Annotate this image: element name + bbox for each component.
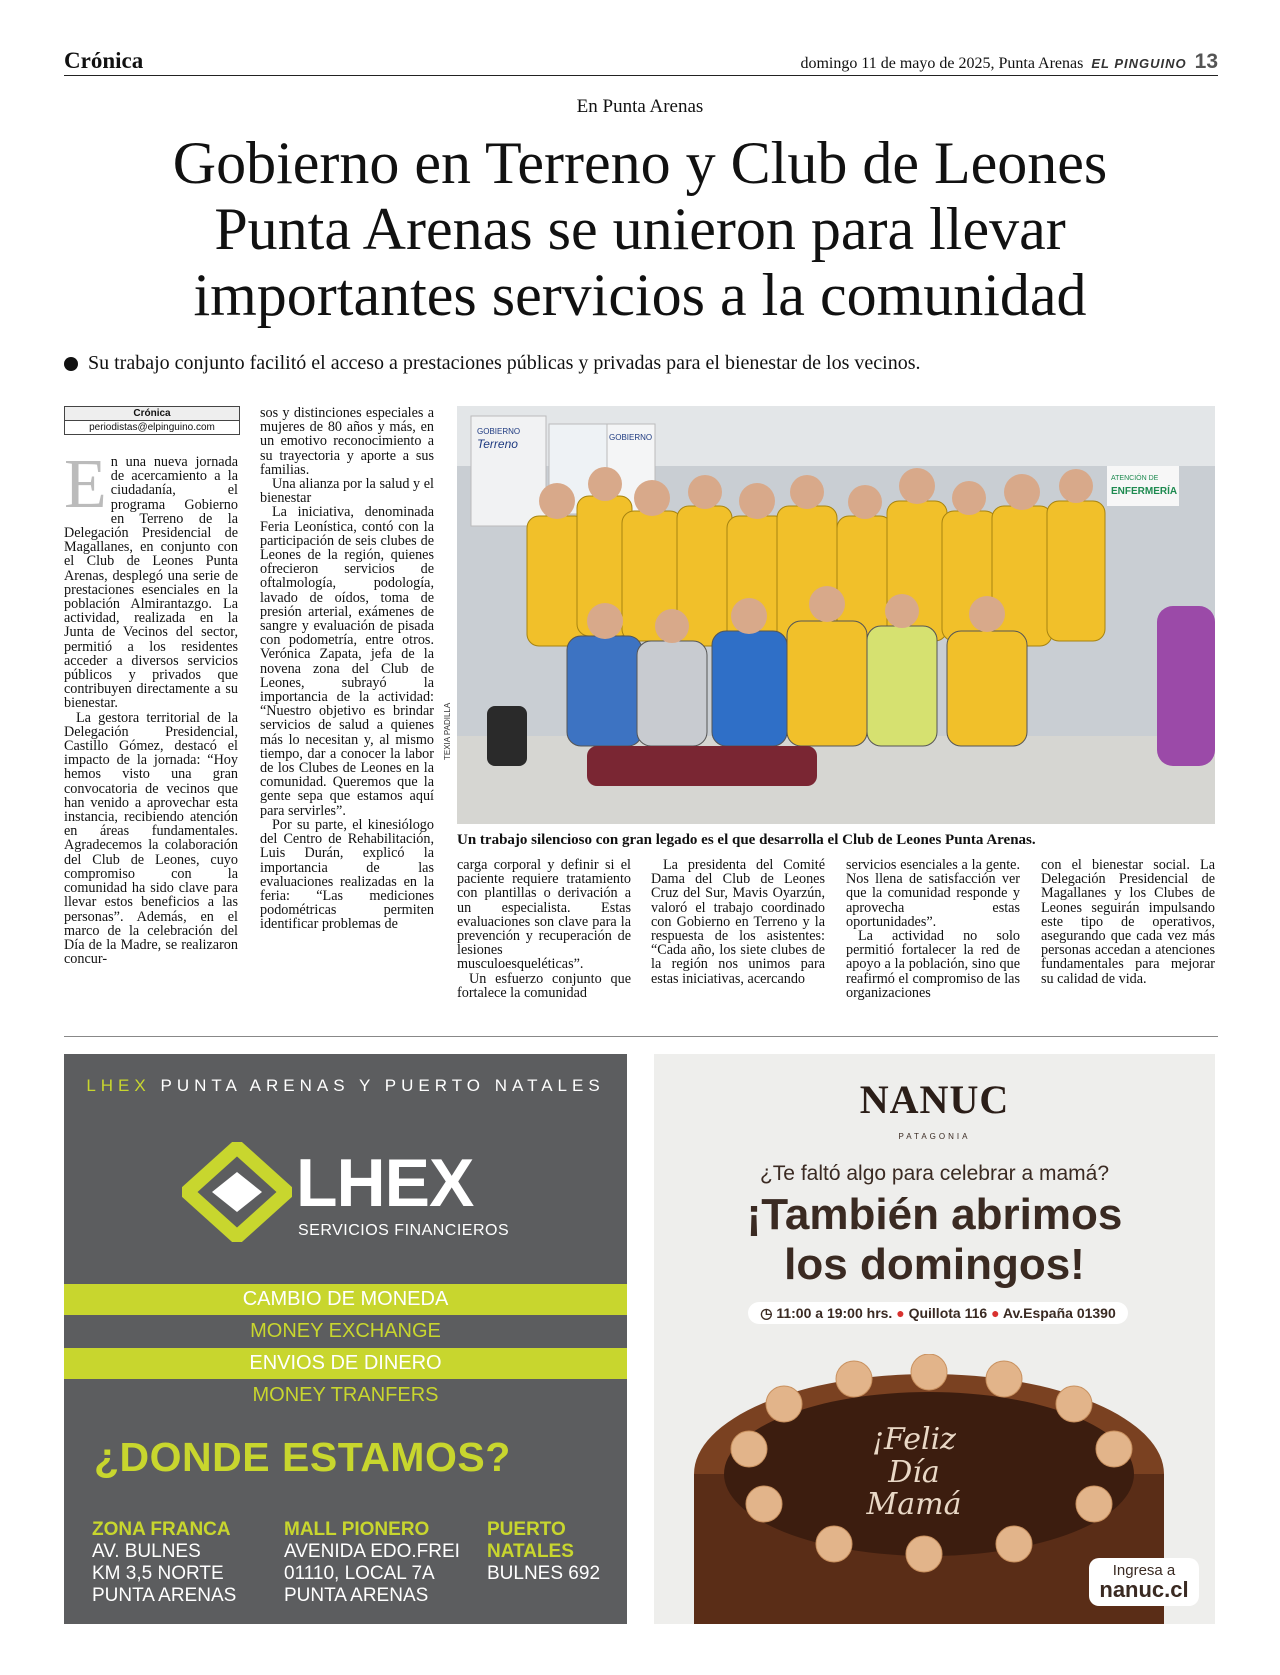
nanuc-address-1: Quillota 116 bbox=[908, 1305, 988, 1321]
headline-line-3: importantes servicios a la comunidad bbox=[193, 262, 1087, 328]
header-rule bbox=[64, 75, 1218, 76]
nanuc-logo: NANUC bbox=[859, 1077, 1010, 1122]
lhex-band-1: CAMBIO DE MONEDA bbox=[64, 1284, 627, 1315]
group-photo-illustration bbox=[457, 406, 1215, 824]
photo-caption: Un trabajo silencioso con gran legado es el que desarrolla el Club de Leones Punta Arenas. bbox=[457, 832, 1036, 848]
pin-icon: ● bbox=[991, 1305, 1000, 1321]
article-paragraph: carga corporal y definir si el paciente requiere tratamiento con plantillas o derivación a un especialista. Estas evaluaciones son clave para la prevención y recuperación de lesiones musculoesqueléticas”. bbox=[457, 857, 631, 973]
article-paragraph: La presidenta del Comité Dama del Club de Leones Cruz del Sur, Mavis Oyarzún, valoró el trabajo coordinado con Gobierno en Terreno y la respuesta de los asistentes: “Cada año, los siete clubes de la región nos unimos para estas iniciativas, acercando bbox=[651, 857, 825, 987]
lhex-tagline: LHEX PUNTA ARENAS Y PUERTO NATALES bbox=[86, 1076, 605, 1095]
article-column-4 bbox=[651, 858, 825, 986]
article-paragraph: sos y distinciones especiales a mujeres de 80 años y más, en un emotivo reconocimiento a su trayectoria y aporte a sus familias. bbox=[260, 405, 434, 478]
article-column-3 bbox=[457, 858, 631, 1000]
newspaper-brand: EL PINGUINO bbox=[1091, 56, 1187, 71]
photo-credit: TEXIA PADILLA bbox=[443, 702, 452, 760]
article-paragraph: Por su parte, el kinesiólogo del Centro de Rehabilitación, Luis Durán, explicó la importancia de las evaluaciones realizadas en la feria: “Las mediciones podométricas permiten identificar problemas de bbox=[260, 816, 434, 933]
nanuc-advertisement[interactable] bbox=[654, 1054, 1215, 1624]
article-column-2 bbox=[260, 406, 434, 932]
pin-icon: ● bbox=[896, 1305, 905, 1321]
kicker: En Punta Arenas bbox=[576, 96, 704, 117]
sign-text-3: GOBIERNO bbox=[609, 433, 653, 442]
subheading: Una alianza por la salud y el bienestar bbox=[260, 476, 434, 507]
cake-text-1: ¡Feliz bbox=[872, 1422, 956, 1457]
sign-text-1: GOBIERNO bbox=[477, 427, 521, 436]
lhex-logo-sub: SERVICIOS FINANCIEROS bbox=[298, 1222, 510, 1239]
byline-box bbox=[64, 406, 240, 435]
headline-line-2: Punta Arenas se unieron para llevar bbox=[214, 196, 1066, 262]
byline-title: Crónica bbox=[65, 407, 239, 421]
article-column-6 bbox=[1041, 858, 1215, 986]
article-paragraph: En una nueva jornada de acercamiento a la ciudadanía, el programa Gobierno en Terreno de la Delegación Presidencial de Magallanes, en conjunto con el Club de Leones Punta Arenas, desplegó una serie de prestaciones esenciales en la población Almirantazgo. La actividad, realizada en la Junta de Vecinos del sector, permitió a los residentes acceder a diversos servicios públicos y privados que contribuyen directamente a su bienestar. bbox=[64, 446, 238, 712]
lhex-logo-name: LHEX bbox=[296, 1145, 474, 1221]
bullet-icon bbox=[64, 357, 78, 371]
nanuc-headline: ¡También abrimos los domingos! bbox=[746, 1190, 1123, 1289]
drop-cap: E bbox=[64, 446, 107, 523]
sign-text-4: ATENCIÓN DE bbox=[1111, 475, 1159, 482]
section-name: Crónica bbox=[64, 48, 144, 73]
headline-line-1: Gobierno en Terreno y Club de Leones bbox=[172, 130, 1108, 196]
lhex-band-4: MONEY TRANFERS bbox=[252, 1384, 439, 1406]
article-photo bbox=[457, 406, 1215, 824]
lhex-location-1: ZONA FRANCA AV. BULNES KM 3,5 NORTE PUNTA ARENAS bbox=[92, 1519, 237, 1606]
lhex-band-3: ENVIOS DE DINERO bbox=[64, 1348, 627, 1379]
article-column-5 bbox=[846, 858, 1020, 1000]
lhex-location-3: PUERTO NATALES BULNES 692 bbox=[487, 1519, 601, 1584]
cake-text-3: Mamá bbox=[866, 1487, 962, 1522]
lhex-band-2: MONEY EXCHANGE bbox=[250, 1320, 441, 1342]
nanuc-address-2: Av.España 01390 bbox=[1002, 1305, 1116, 1321]
page-number: 13 bbox=[1194, 50, 1218, 73]
article-paragraph: servicios esenciales a la gente. Nos llena de satisfacción ver que la comunidad responde y aprovecha estas oportunidades”. bbox=[846, 857, 1020, 930]
lhex-location-2: MALL PIONERO AVENIDA EDO.FREI 01110, LOCAL 7A PUNTA ARENAS bbox=[284, 1519, 460, 1606]
page-header-right bbox=[800, 50, 1218, 74]
nanuc-logo-sub: PATAGONIA bbox=[898, 1132, 971, 1141]
article-column-1 bbox=[64, 446, 238, 968]
nanuc-website-link[interactable]: Ingresa a nanuc.cl bbox=[1089, 1558, 1199, 1606]
nanuc-question: ¿Te faltó algo para celebrar a mamá? bbox=[759, 1162, 1109, 1185]
nanuc-hours: 11:00 a 19:00 hrs. bbox=[776, 1305, 893, 1321]
sign-text-2: Terreno bbox=[477, 437, 518, 451]
headline bbox=[90, 130, 1190, 328]
byline-email[interactable]: periodistas@elpinguino.com bbox=[89, 422, 215, 433]
article-paragraph: con el bienestar social. La Delegación Presidencial de Magallanes y los Clubes de Leones seguirán impulsando este tipo de operativos, asegurando que cada vez más personas accedan a atenciones fundamentales para mejorar su calidad de vida. bbox=[1041, 857, 1215, 987]
cake-text-2: Día bbox=[888, 1455, 940, 1490]
article-paragraph: La gestora territorial de la Delegación Presidencial, Castillo Gómez, destacó el impacto de la jornada: “Hoy hemos visto una gran convocatoria de vecinos que han venido a aprovechar esta instancia, recibiendo atención en áreas fundamentales. Agradecemos la colaboración del Club de Leones, cuyo compromiso con la comunidad ha sido clave para llevar estos beneficios a las personas”. Además, en el marco de la celebración del Día de la Madre, se realizaron concur- bbox=[64, 709, 238, 968]
clock-icon: ◷ bbox=[760, 1305, 773, 1321]
section-divider bbox=[64, 1036, 1218, 1037]
sign-text-5: ENFERMERÍA bbox=[1111, 486, 1178, 497]
nanuc-info-pill bbox=[748, 1302, 1128, 1324]
lhex-logo-icon bbox=[182, 1142, 292, 1242]
summary bbox=[64, 352, 920, 375]
article-paragraph: La iniciativa, denominada Feria Leonística, contó con la participación de seis clubes de Leones de la región, quienes ofrecieron servicios de oftalmología, podología, lavado de oídos, toma de presión arterial, exámenes de sangre y evaluación de pisada con podometría, entre otros. Verónica Zapata, jefa de la novena zona del Club de Leones, subrayó la importancia de la actividad: “Nuestro objetivo es brindar servicios de salud a quienes más lo necesitan y, al mismo tiempo, dar a conocer la labor de los Clubes de Leones en la comunidad. Queremos que la gente sepa que estamos aquí para servirles”. bbox=[260, 504, 434, 819]
lhex-advertisement[interactable] bbox=[64, 1054, 627, 1624]
dateline: domingo 11 de mayo de 2025, Punta Arenas bbox=[800, 55, 1084, 72]
article-paragraph: La actividad no solo permitió fortalecer la red de apoyo a la población, sino que reafirmó el compromiso de las organizaciones bbox=[846, 928, 1020, 1001]
subheading: Un esfuerzo conjunto que fortalece la comunidad bbox=[457, 970, 631, 1001]
summary-text: Su trabajo conjunto facilitó el acceso a prestaciones públicas y privadas para el bienestar de los vecinos. bbox=[88, 352, 921, 374]
lhex-where-heading: ¿DONDE ESTAMOS? bbox=[94, 1434, 511, 1480]
